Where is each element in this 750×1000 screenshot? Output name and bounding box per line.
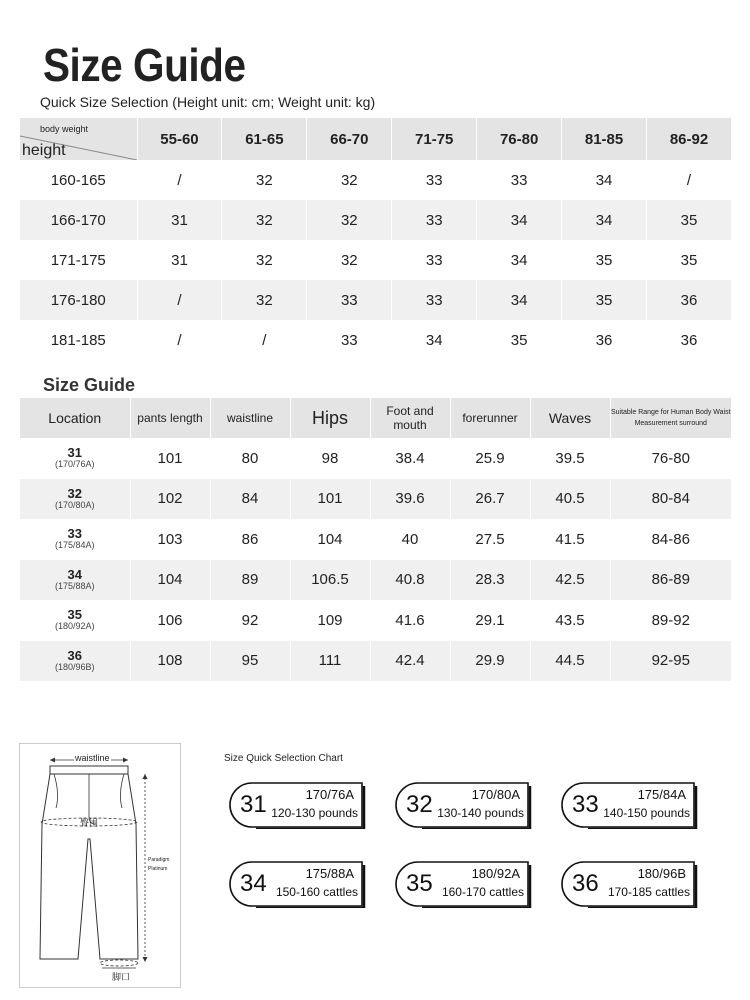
badge-weight: 130-140 pounds (437, 806, 524, 820)
badge-weight: 160-170 cattles (441, 885, 524, 899)
measurement-cell: 92-95 (610, 641, 732, 682)
measurement-row (20, 479, 732, 520)
measurement-cell: 25.9 (450, 438, 530, 479)
corner-cell (20, 118, 137, 160)
measurement-cell: 95 (210, 641, 290, 682)
measurement-cell: 106 (130, 600, 210, 641)
size-cell: / (137, 280, 222, 320)
size-code: (180/96B) (54, 661, 95, 672)
measurement-row (20, 438, 732, 479)
size-cell: / (137, 160, 222, 200)
corner-height-label: height (22, 142, 66, 159)
measurement-cell: 101 (130, 438, 210, 479)
page-subtitle: Quick Size Selection (Height unit: cm; Weight unit: kg) (40, 94, 376, 110)
badge-weight: 140-150 pounds (603, 806, 690, 820)
measurement-cell: 80 (210, 438, 290, 479)
corner-weight-label: body weight (40, 124, 89, 134)
size-cell: 35 (477, 320, 562, 360)
height-cell: 176-180 (20, 280, 137, 320)
measurement-cell: 44.5 (530, 641, 610, 682)
size-cell: 32 (307, 160, 392, 200)
measurement-cell: 41.6 (370, 600, 450, 641)
size-guide-heading: Size Guide (43, 375, 136, 395)
weight-col-header: 66-70 (307, 118, 392, 160)
size-cell: / (647, 160, 732, 200)
measurement-cell: 89-92 (610, 600, 732, 641)
measurement-cell: 27.5 (450, 519, 530, 560)
weight-col-header: 71-75 (392, 118, 477, 160)
pants-diagram (19, 743, 181, 988)
size-number: 31 (67, 445, 82, 461)
size-badge (228, 781, 366, 829)
measurement-cell: 38.4 (370, 438, 450, 479)
location-cell (20, 641, 130, 682)
measurement-cell: 41.5 (530, 519, 610, 560)
badge-size: 35 (406, 870, 433, 897)
size-cell: 34 (562, 160, 647, 200)
size-number: 36 (67, 647, 82, 663)
size-number: 34 (67, 566, 82, 582)
size-cell: 33 (392, 200, 477, 240)
size-code: (175/84A) (54, 540, 95, 551)
measurement-row (20, 519, 732, 560)
badge-weight: 120-130 pounds (271, 806, 358, 820)
size-cell: 33 (477, 160, 562, 200)
measurement-cell: 108 (130, 641, 210, 682)
quick-size-row (20, 160, 732, 200)
header-waistline: waistline (210, 398, 290, 438)
size-cell: 34 (477, 240, 562, 280)
weight-col-header: 81-85 (562, 118, 647, 160)
quick-size-row (20, 200, 732, 240)
size-cell: 34 (392, 320, 477, 360)
measurement-cell: 102 (130, 479, 210, 520)
quick-size-table (20, 118, 732, 360)
height-cell: 160-165 (20, 160, 137, 200)
size-badge (560, 781, 698, 829)
size-cell: 32 (307, 200, 392, 240)
size-cell: / (137, 320, 222, 360)
size-cell: 31 (137, 200, 222, 240)
measurement-row (20, 600, 732, 641)
size-badge (394, 781, 532, 829)
measurement-cell: 39.5 (530, 438, 610, 479)
badge-size: 34 (240, 870, 267, 897)
measurement-cell: 104 (290, 519, 370, 560)
size-cell: 34 (477, 200, 562, 240)
badge-size: 31 (240, 791, 267, 818)
header-suitable-range: Suitable Range for Human Body Waist Measurement surround (610, 398, 732, 438)
quick-chart-title: Size Quick Selection Chart (224, 753, 343, 764)
header-pants-length: pants length (130, 398, 210, 438)
size-cell: 35 (562, 240, 647, 280)
measurement-cell: 39.6 (370, 479, 450, 520)
badge-code: 175/84A (637, 787, 686, 802)
header-location: Location (20, 398, 130, 438)
measurement-cell: 86-89 (610, 560, 732, 601)
diagram-hips-label: 臀围 (80, 818, 99, 828)
measurement-cell: 28.3 (450, 560, 530, 601)
size-cell: 34 (477, 280, 562, 320)
measurement-cell: 43.5 (530, 600, 610, 641)
measurement-cell: 42.5 (530, 560, 610, 601)
measurement-row (20, 641, 732, 682)
height-cell: 181-185 (20, 320, 137, 360)
page-title: Size Guide (43, 39, 246, 91)
size-cell: 35 (647, 240, 732, 280)
measurement-cell: 76-80 (610, 438, 732, 479)
size-cell: 34 (562, 200, 647, 240)
measurement-cell: 80-84 (610, 479, 732, 520)
size-cell: 33 (392, 240, 477, 280)
location-cell (20, 600, 130, 641)
size-cell: 35 (562, 280, 647, 320)
diagram-length-label-2: Platinum (148, 866, 168, 872)
size-code: (170/76A) (54, 459, 95, 470)
weight-col-header: 86-92 (647, 118, 732, 160)
size-badge (228, 860, 366, 908)
measurement-cell: 42.4 (370, 641, 450, 682)
measurement-cell: 40 (370, 519, 450, 560)
height-cell: 166-170 (20, 200, 137, 240)
quick-size-row (20, 240, 732, 280)
size-cell: 32 (222, 240, 307, 280)
quick-size-row (20, 280, 732, 320)
measurement-cell: 40.5 (530, 479, 610, 520)
size-code: (175/88A) (54, 580, 95, 591)
badge-code: 170/80A (471, 787, 520, 802)
size-number: 35 (67, 607, 82, 623)
size-cell: 32 (222, 160, 307, 200)
badge-size: 32 (406, 791, 433, 818)
badge-size: 33 (572, 791, 599, 818)
measurement-cell: 89 (210, 560, 290, 601)
header-waves: Waves (530, 398, 610, 438)
measurement-cell: 84 (210, 479, 290, 520)
measurement-cell: 109 (290, 600, 370, 641)
diagram-waistline-label: waistline (75, 753, 110, 763)
location-cell (20, 519, 130, 560)
size-cell: 35 (647, 200, 732, 240)
measurement-header-row (20, 398, 732, 438)
measurement-cell: 86 (210, 519, 290, 560)
size-cell: 33 (392, 280, 477, 320)
size-cell: 32 (222, 280, 307, 320)
measurement-cell: 104 (130, 560, 210, 601)
measurement-cell: 92 (210, 600, 290, 641)
height-cell: 171-175 (20, 240, 137, 280)
size-code: (170/80A) (54, 499, 95, 510)
badge-code: 180/96B (637, 866, 686, 881)
diagram-foot-label: 脚口 (112, 972, 131, 982)
size-number: 32 (67, 485, 82, 501)
badge-code: 180/92A (471, 866, 520, 881)
measurement-row (20, 560, 732, 601)
size-cell: 32 (307, 240, 392, 280)
weight-col-header: 76-80 (477, 118, 562, 160)
location-cell (20, 479, 130, 520)
quick-size-row (20, 320, 732, 360)
badge-size: 36 (572, 870, 599, 897)
size-cell: 36 (562, 320, 647, 360)
badge-code: 175/88A (305, 866, 354, 881)
measurement-cell: 40.8 (370, 560, 450, 601)
size-cell: 33 (307, 280, 392, 320)
size-cell: 36 (647, 320, 732, 360)
size-cell: 33 (307, 320, 392, 360)
measurement-cell: 101 (290, 479, 370, 520)
weight-col-header: 61-65 (222, 118, 307, 160)
size-cell: 31 (137, 240, 222, 280)
measurement-cell: 26.7 (450, 479, 530, 520)
location-cell (20, 438, 130, 479)
badge-code: 170/76A (305, 787, 354, 802)
measurement-cell: 98 (290, 438, 370, 479)
weight-col-header: 55-60 (137, 118, 222, 160)
measurement-cell: 29.1 (450, 600, 530, 641)
size-cell: / (222, 320, 307, 360)
header-foot-mouth: Foot and mouth (370, 398, 450, 438)
size-number: 33 (67, 526, 82, 542)
header-forerunner: forerunner (450, 398, 530, 438)
measurement-cell: 84-86 (610, 519, 732, 560)
size-badge (560, 860, 698, 908)
size-code: (180/92A) (54, 621, 95, 632)
quick-size-header-row (20, 118, 732, 160)
size-cell: 32 (222, 200, 307, 240)
badge-weight: 150-160 cattles (275, 885, 358, 899)
size-cell: 36 (647, 280, 732, 320)
measurement-cell: 111 (290, 641, 370, 682)
diagram-length-label: Paradigm (148, 857, 170, 863)
measurement-cell: 29.9 (450, 641, 530, 682)
measurement-cell: 103 (130, 519, 210, 560)
measurement-table (20, 398, 732, 681)
header-hips: Hips (290, 398, 370, 438)
badge-weight: 170-185 cattles (607, 885, 690, 899)
measurement-cell: 106.5 (290, 560, 370, 601)
size-cell: 33 (392, 160, 477, 200)
location-cell (20, 560, 130, 601)
size-badge (394, 860, 532, 908)
